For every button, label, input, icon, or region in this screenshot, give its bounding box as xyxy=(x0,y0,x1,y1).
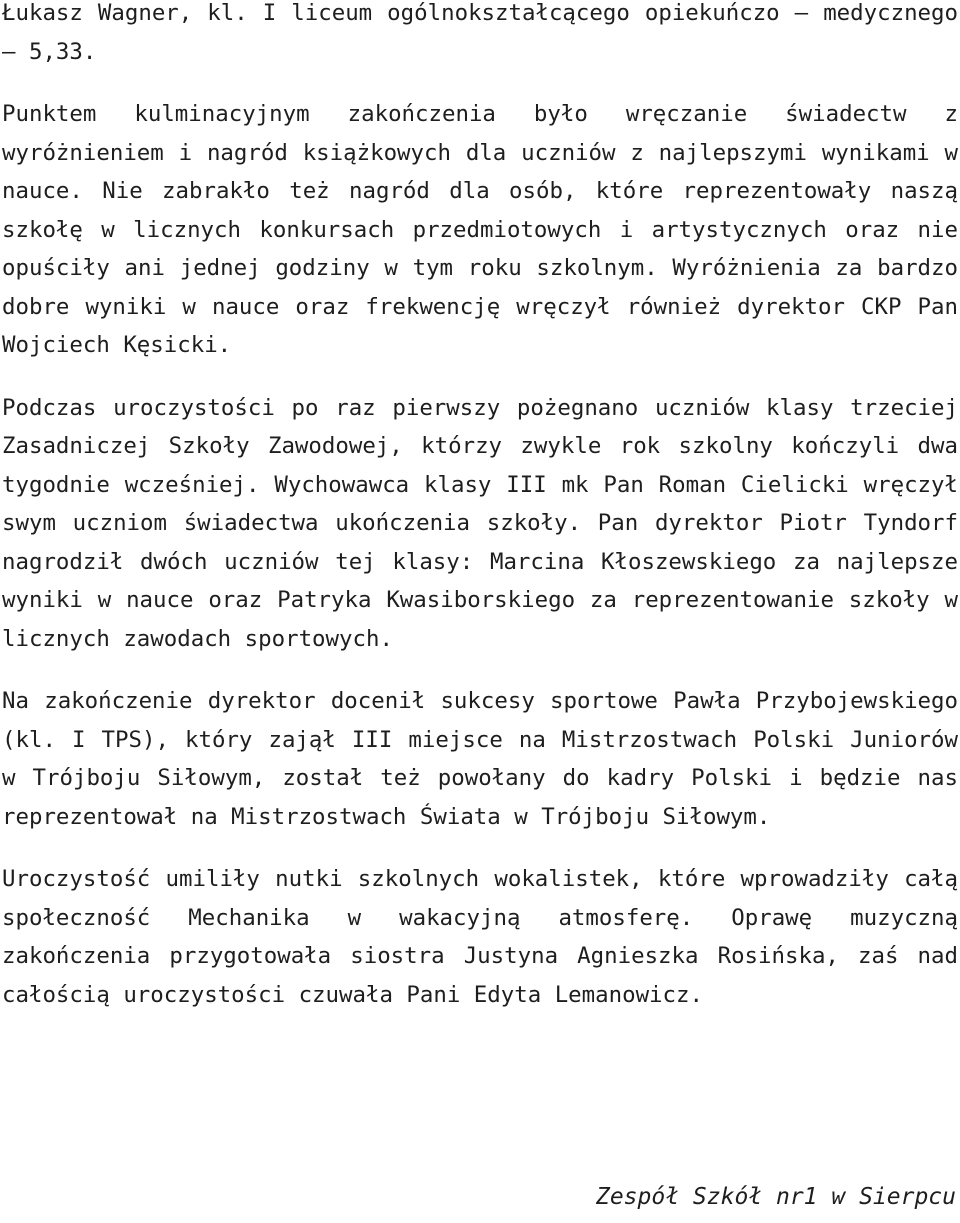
signature: Zespół Szkół nr1 w Sierpcu xyxy=(595,1184,956,1210)
paragraph-farewell: Podczas uroczystości po raz pierwszy pożegnano uczniów klasy trzeciej Zasadniczej Szkoły Zawodowej, którzy zwykle rok szkolny kończyli dwa tygodnie wcześniej. Wychowawca klasy III mk Pan Roman Cielicki wręczył swym uczniom świadectwa ukończenia szkoły. Pan dyrektor Piotr Tyndorf nagrodził dwóch uczniów tej klasy: Marcina Kłoszewskiego za najlepsze wyniki w nauce oraz Patryka Kwasiborskiego za reprezentowanie szkoły w licznych zawodach sportowych. xyxy=(2,394,958,652)
paragraph-awards: Punktem kulminacyjnym zakończenia było wręczanie świadectw z wyróżnieniem i nagród książkowych dla uczniów z najlepszymi wynikami w nauce. Nie zabrakło też nagród dla osób, które reprezentowały naszą szkołę w licznych konkursach przedmiotowych i artystycznych oraz nie opuściły ani jednej godziny w tym roku szkolnym. Wyróżnienia za bardzo dobre wyniki w nauce oraz frekwencję wręczył również dyrektor CKP Pan Wojciech Kęsicki. xyxy=(2,101,958,358)
paragraph-gap xyxy=(2,365,958,389)
paragraph-gap xyxy=(2,836,958,860)
paragraph-music: Uroczystość umiliły nutki szkolnych wokalistek, które wprowadziły całą społeczność Mechanika w wakacyjną atmosferę. Oprawę muzyczną zakończenia przygotowała siostra Justyna Agnieszka Rosińska, zaś nad całością uroczystości czuwała Pani Edyta Lemanowicz. xyxy=(2,866,958,1008)
paragraph-gap xyxy=(2,658,958,682)
paragraph-gap xyxy=(2,71,958,95)
paragraph-sports: Na zakończenie dyrektor docenił sukcesy sportowe Pawła Przybojewskiego (kl. I TPS), który zajął III miejsce na Mistrzostwach Polski Juniorów w Trójboju Siłowym, został też powołany do kadry Polski i będzie nas reprezentował na Mistrzostwach Świata w Trójboju Siłowym. xyxy=(2,688,958,830)
paragraph-result-line: Łukasz Wagner, kl. I liceum ogólnokształcącego opiekuńczo – medycznego – 5,33. xyxy=(2,0,958,65)
